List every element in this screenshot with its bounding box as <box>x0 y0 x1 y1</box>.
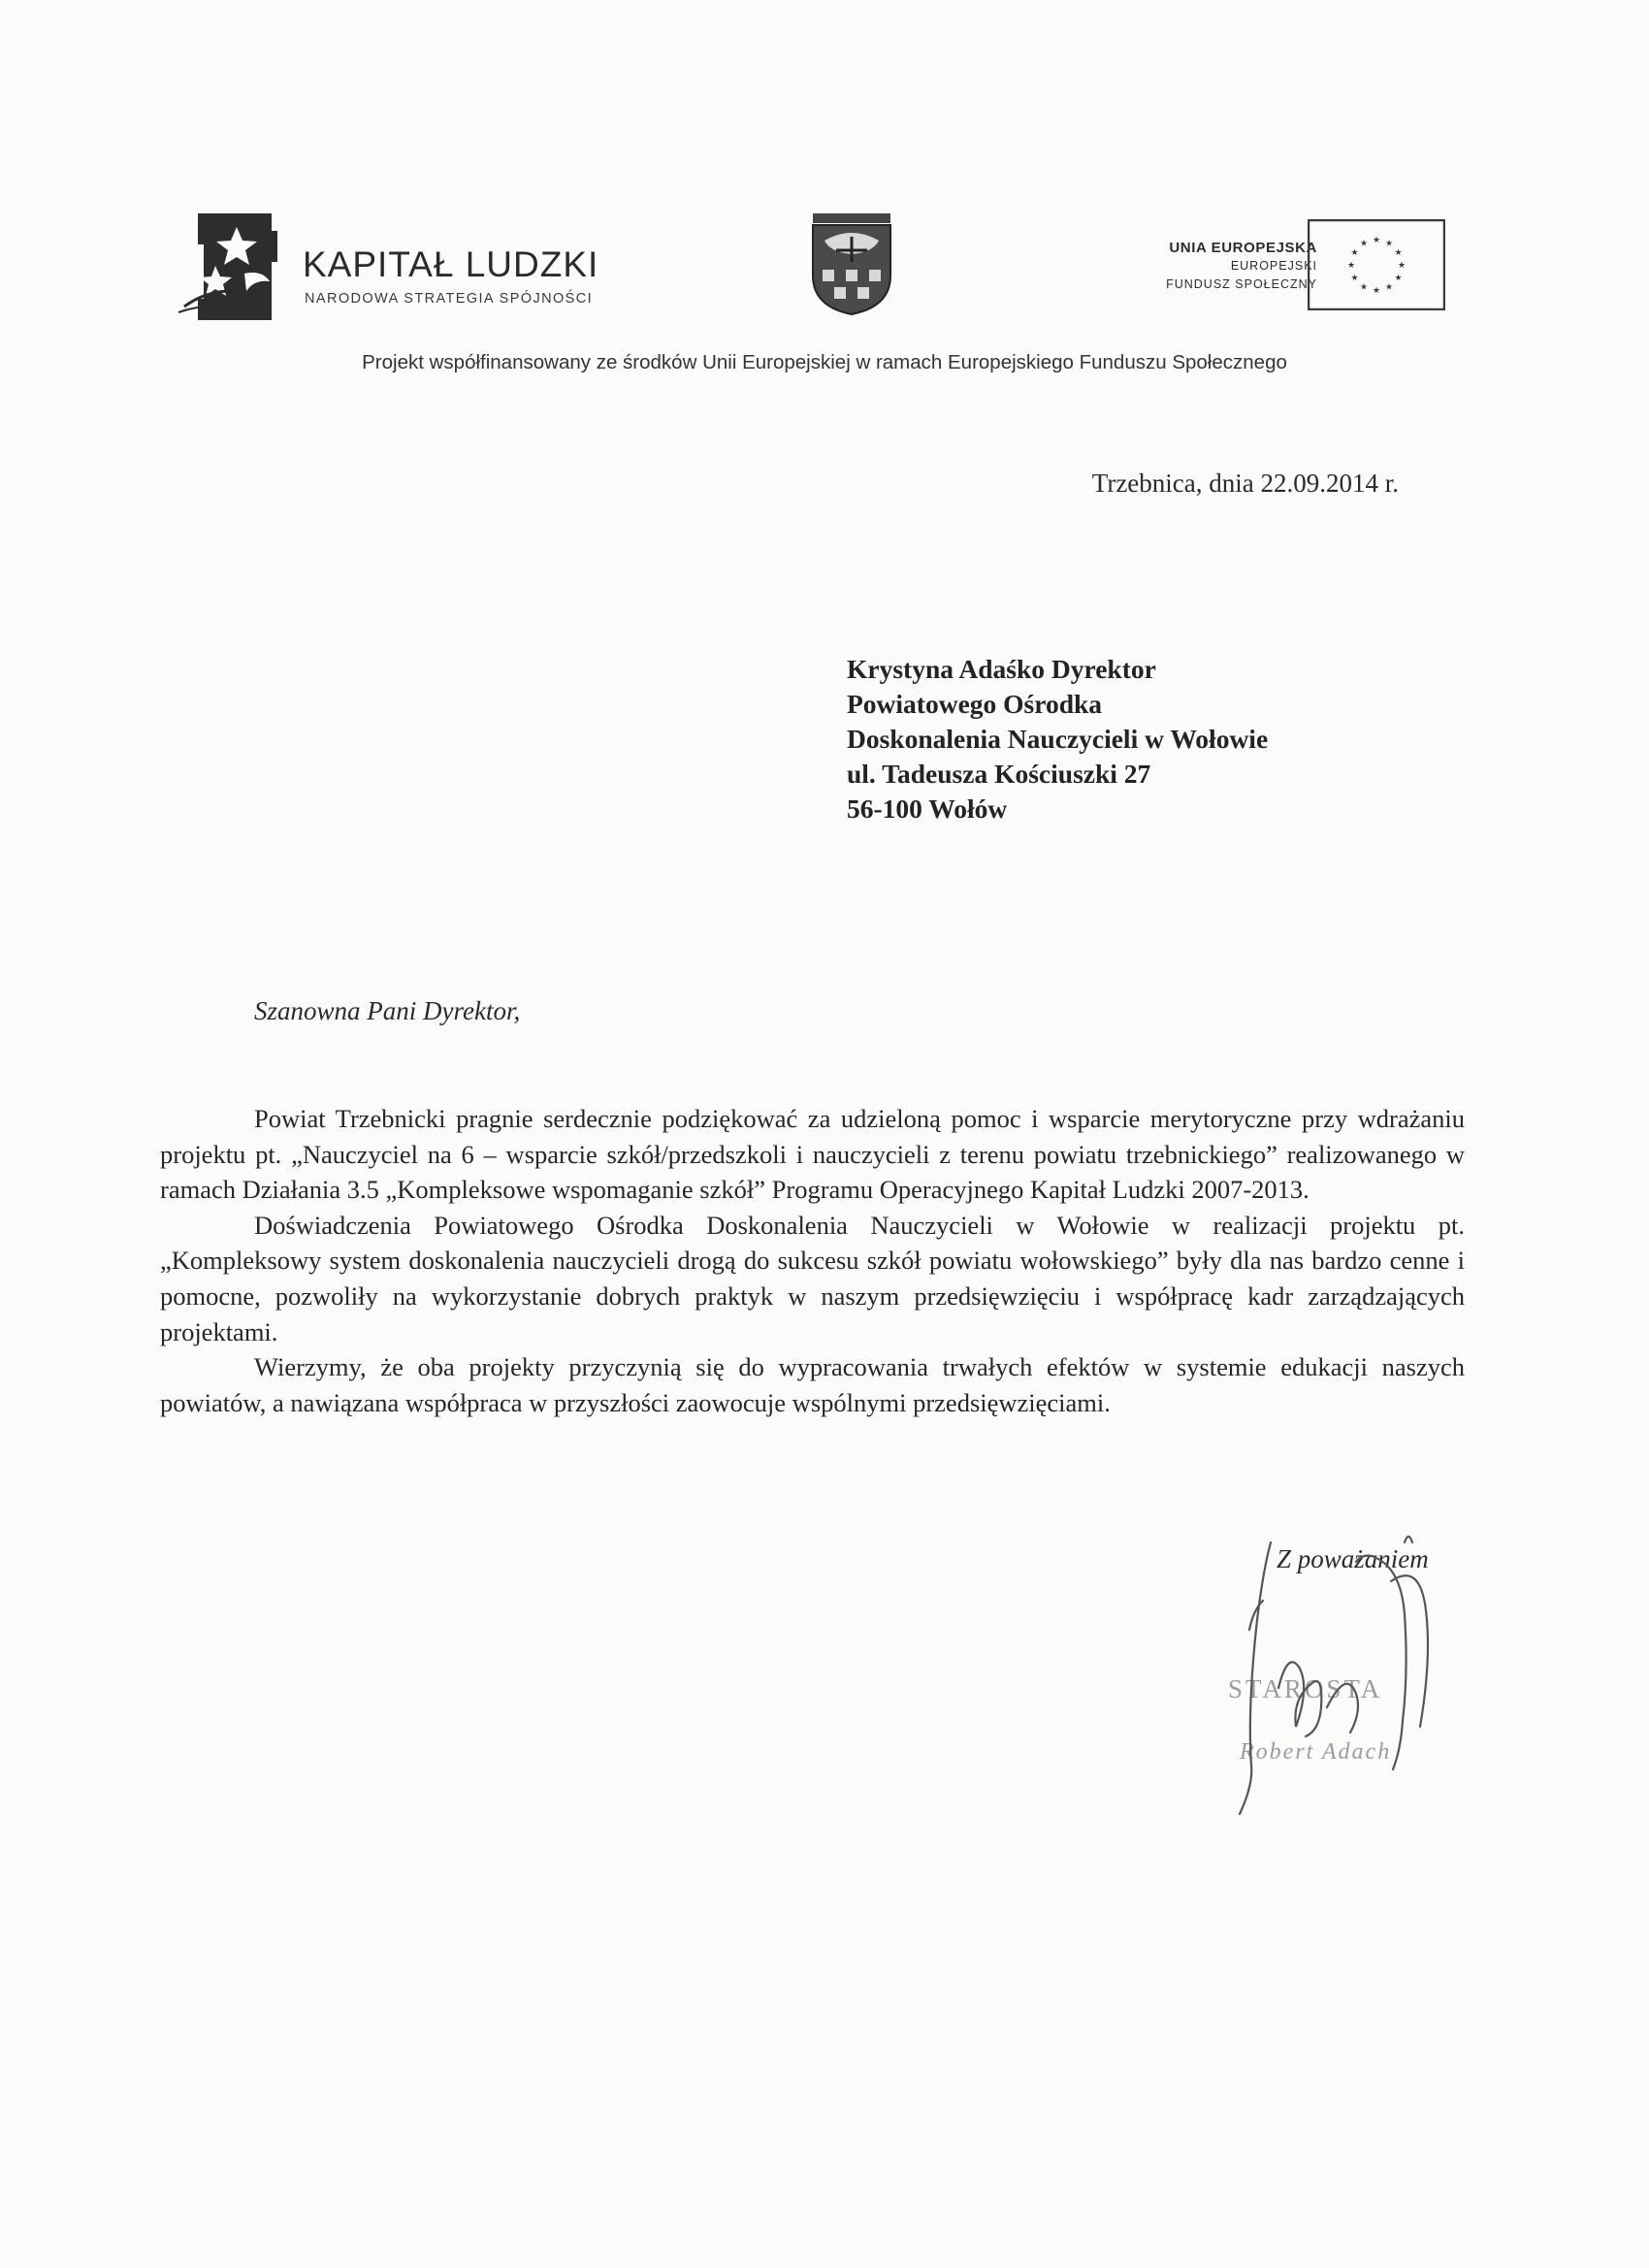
signature-and-stamp <box>1211 1504 1472 1824</box>
recipient-line: 56-100 Wołów <box>847 794 1008 824</box>
closing-phrase: Z poważaniem <box>1277 1544 1429 1573</box>
eu-star-icon: ★ <box>1372 235 1381 244</box>
kapital-ludzki-title: KAPITAŁ LUDZKI <box>303 244 599 284</box>
eu-star-icon: ★ <box>1384 238 1394 248</box>
eu-star-icon: ★ <box>1397 260 1406 270</box>
coat-of-arms-icon <box>807 211 896 316</box>
stamp-title: STAROSTA <box>1228 1674 1383 1703</box>
eu-star-icon: ★ <box>1346 260 1356 270</box>
letter-date: Trzebnica, dnia 22.09.2014 r. <box>1091 469 1399 498</box>
recipient-address <box>847 652 1268 826</box>
kapital-ludzki-logo <box>177 206 632 327</box>
kapital-ludzki-subtitle: NARODOWA STRATEGIA SPÓJNOŚCI <box>305 291 594 307</box>
salutation: Szanowna Pani Dyrektor, <box>254 996 521 1025</box>
eu-star-icon: ★ <box>1372 285 1381 295</box>
eu-star-icon: ★ <box>1394 273 1403 282</box>
recipient-line: Doskonalenia Nauczycieli w Wołowie <box>847 724 1269 754</box>
eu-star-icon: ★ <box>1384 281 1394 292</box>
recipient-line: ul. Tadeusza Kościuszki 27 <box>847 759 1151 789</box>
body-paragraph: Wierzymy, że oba projekty przyczynią się do wypracowania trwałych efektów w systemie edukacji naszych powiatów, a nawiązana współpraca w przyszłości zaowocuje wspólnymi przedsięwzięciami. <box>160 1352 1465 1417</box>
eu-star-icon: ★ <box>1350 273 1359 282</box>
eu-star-icon: ★ <box>1359 281 1369 292</box>
eu-star-icon: ★ <box>1359 238 1369 248</box>
eu-star-icon: ★ <box>1350 247 1359 257</box>
body-paragraph: Doświadczenia Powiatowego Ośrodka Doskonalenia Nauczycieli w Wołowie w realizacji projektu pt. „Kompleksowy system doskonalenia nauczycieli drogą do sukcesu szkół powiatu wołowskiego” były dla nas bardzo cenne i pomocne, pozwoliły na wykorzystanie dobrych praktyk w naszym przedsięwzięciu i współpracę kadr zarządzających projektami. <box>160 1210 1465 1346</box>
eu-flag-icon <box>1308 219 1445 310</box>
powiat-coat-of-arms <box>807 211 896 316</box>
eu-name-label: UNIA EUROPEJSKA <box>1169 240 1317 256</box>
official-stamp-signature-icon <box>1211 1504 1472 1824</box>
stamp-name: Robert Adach <box>1240 1739 1392 1765</box>
kapital-ludzki-emblem-icon <box>177 206 298 327</box>
eu-fund-label-line1: EUROPEJSKI <box>1230 259 1317 273</box>
eu-star-icon: ★ <box>1394 247 1403 257</box>
funding-statement: Projekt współfinansowany ze środków Unii Europejskiej w ramach Europejskiego Funduszu Społecznego <box>362 351 1287 373</box>
letter-body <box>160 1101 1465 1420</box>
eu-fund-label-line2: FUNDUSZ SPOŁECZNY <box>1166 277 1317 291</box>
recipient-line: Powiatowego Ośrodka <box>847 689 1103 719</box>
eu-efs-logo <box>1048 215 1445 312</box>
recipient-line: Krystyna Adaśko Dyrektor <box>847 654 1156 684</box>
body-paragraph: Powiat Trzebnicki pragnie serdecznie podziękować za udzieloną pomoc i wsparcie merytoryczne przy wdrażaniu projektu pt. „Nauczyciel na 6 – wsparcie szkół/przedszkoli i nauczycieli z terenu powiatu trzebnickiego” realizowanego w ramach Działania 3.5 „Kompleksowe wspomaganie szkół” Programu Operacyjnego Kapitał Ludzki 2007-2013. <box>160 1104 1465 1205</box>
